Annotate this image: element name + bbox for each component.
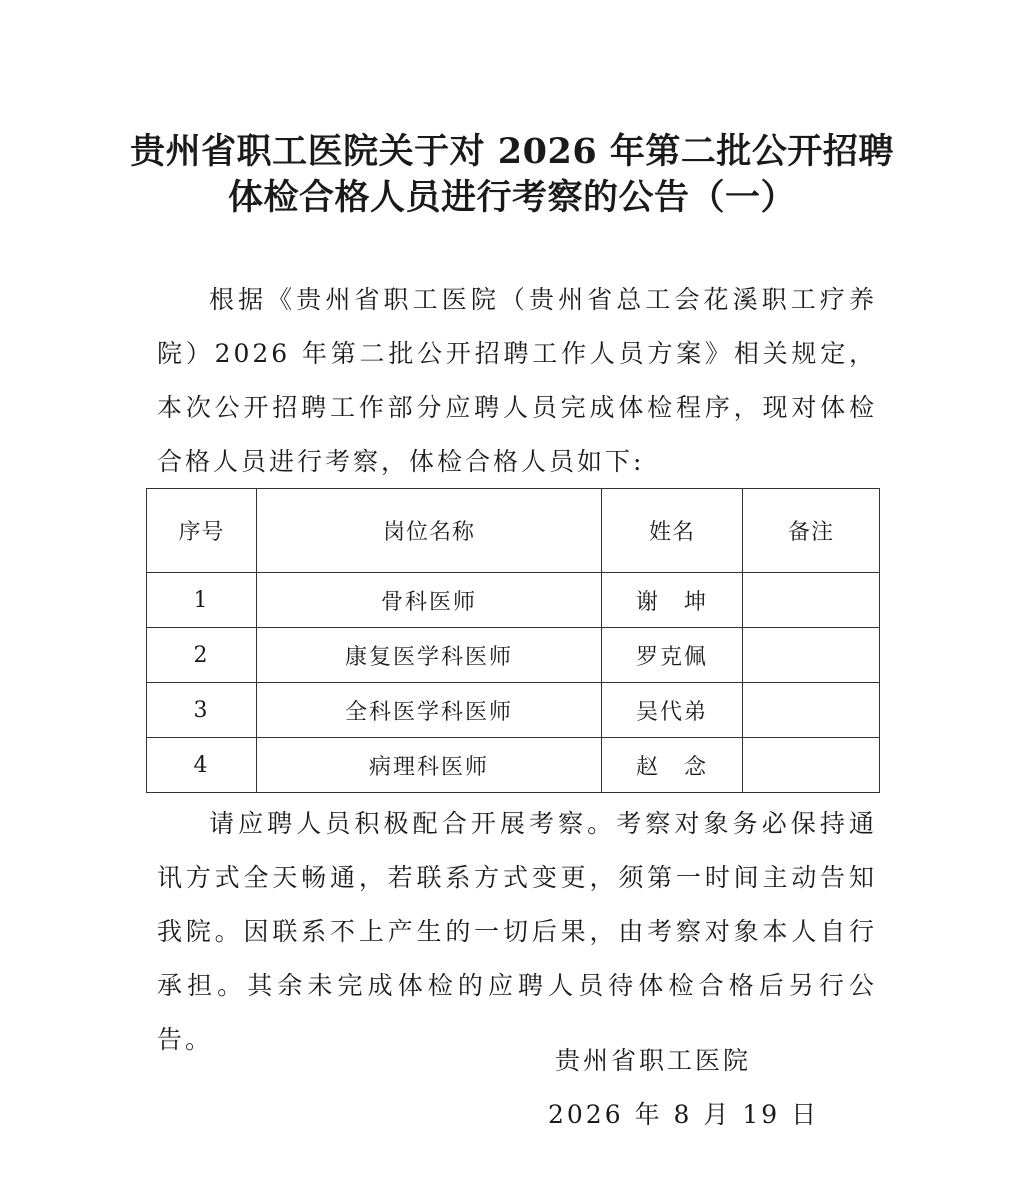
signature-organization: 贵州省职工医院 (555, 1046, 752, 1075)
intro-paragraph: 根据《贵州省职工医院（贵州省总工会花溪职工疗养院）2026 年第二批公开招聘工作人员方案》相关规定，本次公开招聘工作部分应聘人员完成体检程序，现对体检合格人员进行考察，体检合格人员如下: (157, 285, 877, 476)
header-remark: 备注 (743, 489, 880, 573)
cell-serial-number: 3 (147, 683, 257, 738)
table-row (147, 628, 880, 683)
cell-remark (743, 738, 880, 793)
cell-person-name: 吴代弟 (602, 683, 743, 738)
cell-person-name: 谢 坤 (602, 573, 743, 628)
cell-position-name: 骨科医师 (257, 573, 602, 628)
cell-position-name: 病理科医师 (257, 738, 602, 793)
notice-title-line-1: 贵州省职工医院关于对 2026 年第二批公开招聘 (130, 131, 894, 172)
cell-person-name: 罗克佩 (602, 628, 743, 683)
cell-position-name: 康复医学科医师 (257, 628, 602, 683)
closing-paragraph: 请应聘人员积极配合开展考察。考察对象务必保持通讯方式全天畅通，若联系方式变更，须第一时间主动告知我院。因联系不上产生的一切后果，由考察对象本人自行承担。其余未完成体检的应聘人员待体检合格后另行公告。 (157, 809, 877, 1054)
cell-serial-number: 2 (147, 628, 257, 683)
cell-position-name: 全科医学科医师 (257, 683, 602, 738)
cell-serial-number: 1 (147, 573, 257, 628)
cell-person-name: 赵 念 (602, 738, 743, 793)
header-serial-number: 序号 (147, 489, 257, 573)
table-row (147, 573, 880, 628)
notice-title-line-2: 体检合格人员进行考察的公告（一） (227, 177, 796, 218)
cell-remark (743, 628, 880, 683)
signature-date: 2026 年 8 月 19 日 (548, 1100, 820, 1129)
header-person-name: 姓名 (602, 489, 743, 573)
table-row (147, 738, 880, 793)
header-position-name: 岗位名称 (257, 489, 602, 573)
table-row (147, 683, 880, 738)
cell-remark (743, 573, 880, 628)
table-header-row (147, 489, 880, 573)
qualified-personnel-table (146, 488, 880, 793)
cell-serial-number: 4 (147, 738, 257, 793)
cell-remark (743, 683, 880, 738)
